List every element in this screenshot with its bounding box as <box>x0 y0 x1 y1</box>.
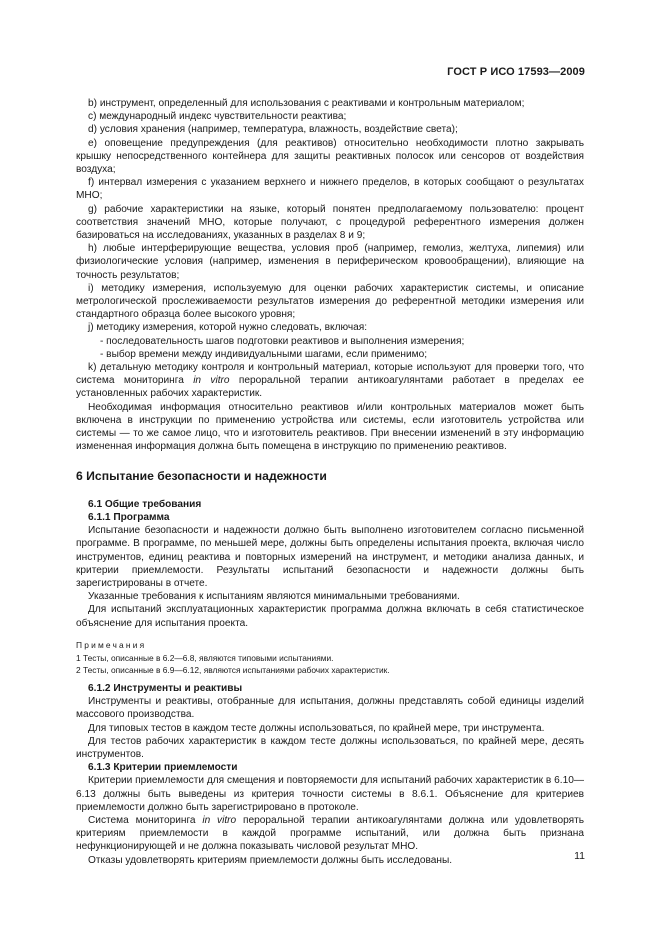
subsection-6-1-3-title: 6.1.3 Критерии приемлемости <box>88 762 238 774</box>
document-body <box>76 97 584 867</box>
list-item-c: c) международный индекс чувствительности реактива; <box>88 111 347 123</box>
list-item-b: b) инструмент, определенный для использования с реактивами и контрольным материалом; <box>88 98 525 109</box>
notes-title: Примечания <box>76 639 147 650</box>
list-item-k-italic: in vitro <box>193 375 230 387</box>
note-1: 1 Тесты, описанные в 6.2—6.8, являются типовыми испытаниями. <box>76 652 334 663</box>
paragraph-acceptance-criteria: Критерии приемлемости для смещения и повторяемости для испытаний рабочих характеристик в 6.10—6.13 должны быть выведены из критерия точности системы в 8.6.1. Объяснение для критериев приемлемости должно быть зарегистрировано в протоколе. <box>76 775 584 813</box>
list-item-j: j) методику измерения, которой нужно следовать, включая: <box>88 322 368 334</box>
list-item-k-text-1: k) детальную методику контроля и контрольный материал, которые используют для проверки того, что система мониторинга <box>76 362 584 387</box>
list-item-g: g) рабочие характеристики на языке, который понятен предполагаемому пользователю: процент соответствия значений МНО, которые получают, с процедурой референтного измерения должен базироваться на исследованиях, указанных в разделах 8 и 9; <box>76 203 584 242</box>
page-number: 11 <box>574 850 585 862</box>
subsection-6-1-title: 6.1 Общие требования <box>88 498 202 510</box>
paragraph-program: Испытание безопасности и надежности должно быть выполнено изготовителем согласно письменной программе. В программе, по меньшей мере, должны быть определены испытания проекта, включая число инструментов, единиц реактива и повторных измерений на инструмент, и методики анализа данных, и критерии приемлемости. Результаты испытаний безопасности и надежности должны быть зарегистрированы в отчете. <box>76 525 584 589</box>
paragraph-monitoring-system <box>76 814 584 854</box>
list-item-j-dash-2: - выбор времени между индивидуальными шагами, если применимо; <box>100 348 428 360</box>
list-item-j-dash-1: - последовательность шагов подготовки реактивов и выполнения измерения; <box>100 335 465 347</box>
paragraph-additional-info: Необходимая информация относительно реактивов и/или контрольных материалов может быть включена в инструкции по применению устройства или системы, если изготовитель устройства или системы — то же самое лицо, что и изготовитель реактивов. При внесении изменений в эту информацию измененная информация должна быть помещена в инструкцию по применению реактивов. <box>76 401 584 453</box>
list-item-i: i) методику измерения, используемую для оценки рабочих характеристик системы, и описание метрологической прослеживаемости результатов измерения до референтной методики измерения или стандартного образца более высокого уровня; <box>76 282 584 321</box>
list-item-f: f) интервал измерения с указанием верхнего и нижнего пределов, в которых сообщают о результатах МНО; <box>76 177 584 202</box>
document-header: ГОСТ Р ИСО 17593—2009 <box>447 66 585 78</box>
monitoring-text-2: пероральной терапии антикоагулянтами должна или удовлетворять критериям приемлемости в каждой программе испытаний, или должна быть признана нефункционирующей и не должна показывать числовой результат МНО. <box>76 814 584 853</box>
subsection-6-1-1-title: 6.1.1 Программа <box>88 511 170 523</box>
list-item-k <box>76 361 584 401</box>
subsection-6-1-2-title: 6.1.2 Инструменты и реактивы <box>88 682 243 694</box>
list-item-h: h) любые интерферирующие вещества, условия проб (например, гемолиз, желтуха, липемия) или физиологические условия (например, изменения в периферическом кровообращении), влияющие на точность результатов; <box>76 243 584 281</box>
paragraph-failures: Отказы удовлетворять критериям приемлемости должны быть исследованы. <box>88 854 453 866</box>
paragraph-performance-tests: Для тестов рабочих характеристик в каждом тесте должны использоваться, по крайней мере, десять инструментов. <box>76 735 584 760</box>
list-item-d: d) условия хранения (например, температура, влажность, воздействие света); <box>88 124 458 136</box>
list-item-k-text-2: пероральной терапии антикоагулянтами работает в пределах ее установленных рабочих характеристик. <box>76 375 584 400</box>
monitoring-italic: in vitro <box>202 814 237 826</box>
monitoring-text-1: Система мониторинга <box>88 814 203 826</box>
note-2: 2 Тесты, описанные в 6.9—6.12, являются испытаниями рабочих характеристик. <box>76 664 390 675</box>
paragraph-min-requirements: Указанные требования к испытаниям являются минимальными требованиями. <box>88 591 460 603</box>
list-item-e: e) оповещение предупреждения (для реактивов) относительно необходимости плотно закрывать крышку непосредственного контейнера для защиты реактивных полосок или сенсоров от воздействия воздуха; <box>76 137 584 176</box>
section-6-title: 6 Испытание безопасности и надежности <box>76 469 327 484</box>
paragraph-instruments: Инструменты и реактивы, отобранные для испытания, должны представлять собой единицы изделий массового производства. <box>76 696 584 721</box>
paragraph-type-tests: Для типовых тестов в каждом тесте должны использоваться, по крайней мере, три инструмента. <box>88 722 545 734</box>
paragraph-performance-program: Для испытаний эксплуатационных характеристик программа должна включать в себя статистическое объяснение для испытания проекта. <box>76 604 584 629</box>
